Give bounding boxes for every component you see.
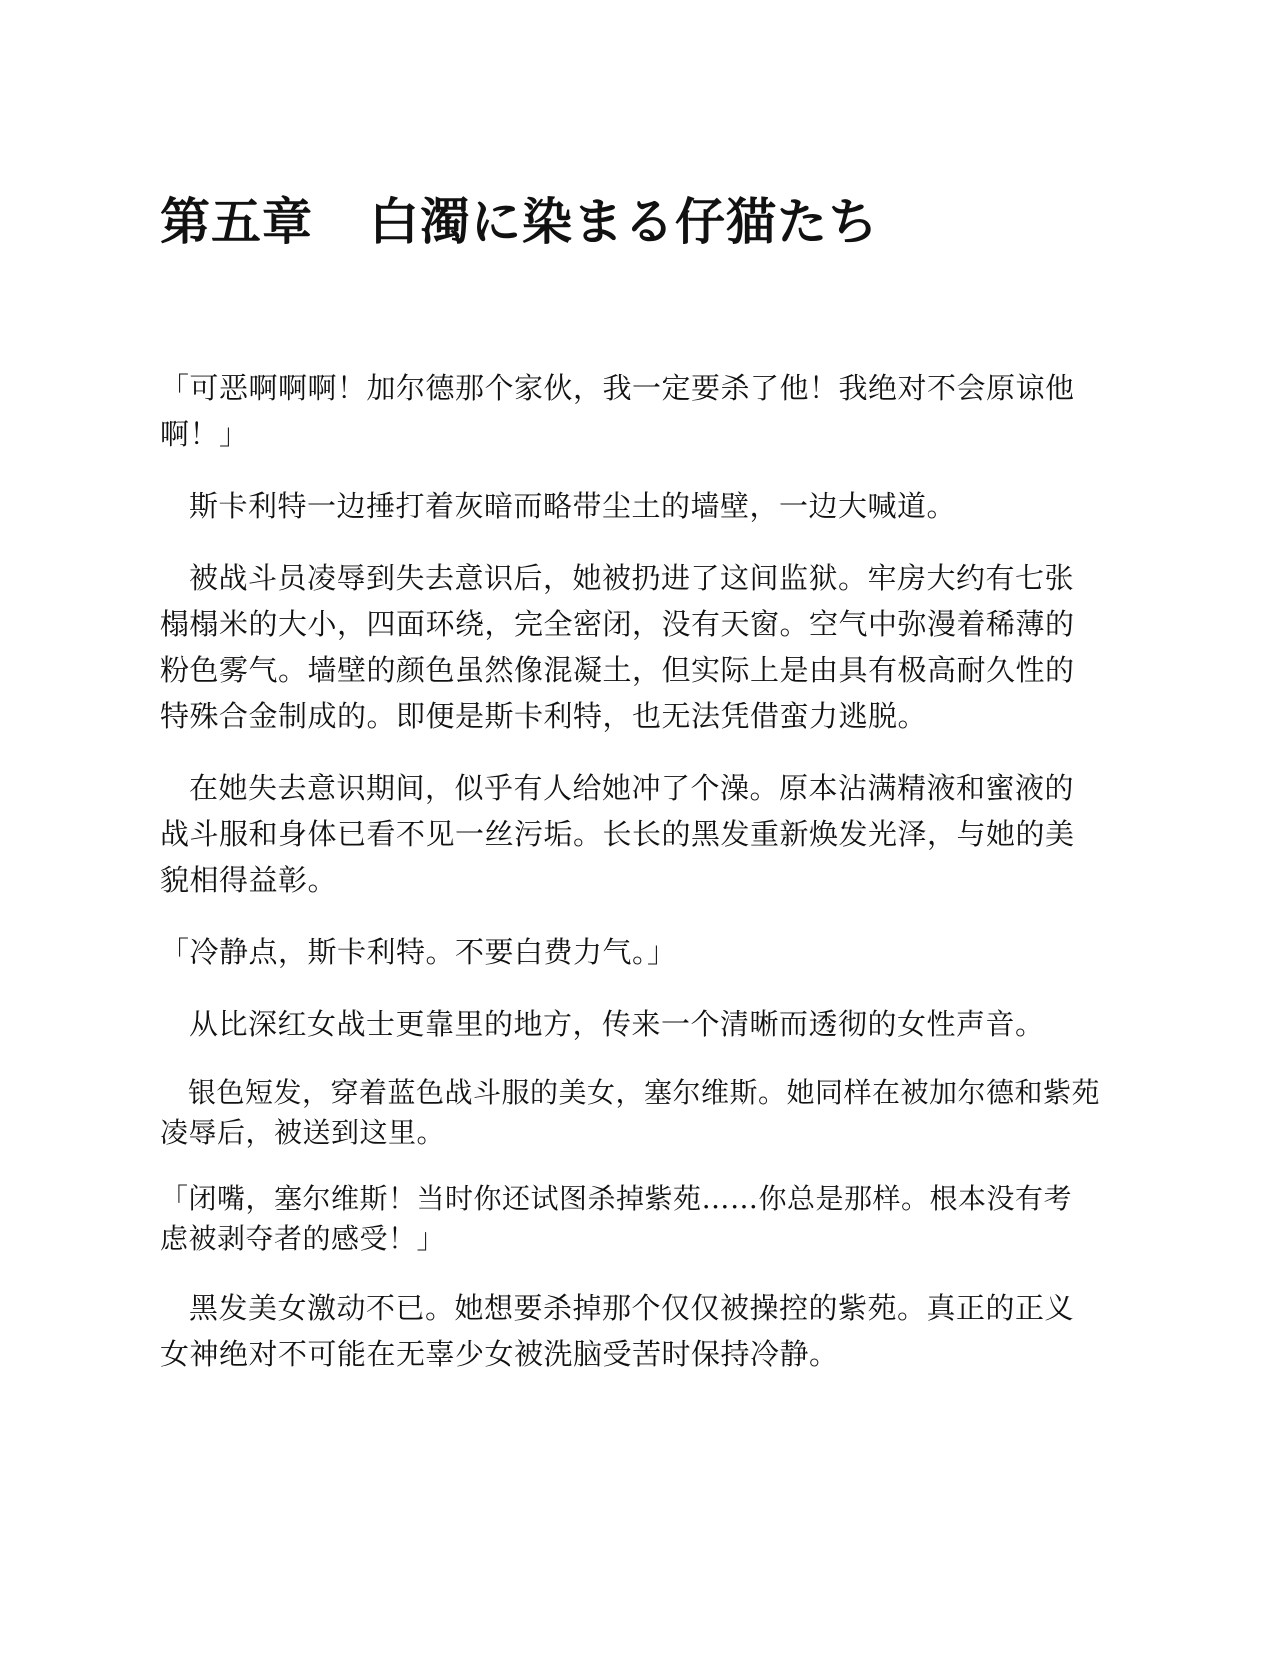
paragraph-3: 被战斗员凌辱到失去意识后，她被扔进了这间监狱。牢房大约有七张榻榻米的大小，四面环绕，完全密闭，没有天窗。空气中弥漫着稀薄的粉色雾气。墙壁的颜色虽然像混凝土，但实际上是由具有极高耐久性的特殊合金制成的。即便是斯卡利特，也无法凭借蛮力逃脱。 [160,561,1075,733]
paragraph-5: 「冷静点，斯卡利特。不要白费力气。」 [160,935,677,969]
paragraph-2: 斯卡利特一边捶打着灰暗而略带尘土的墙壁，一边大喊道。 [189,489,957,523]
chapter-title [160,192,879,252]
paragraph-9: 黑发美女激动不已。她想要杀掉那个仅仅被操控的紫苑。真正的正义女神绝对不可能在无辜少女被洗脑受苦时保持冷静。 [160,1291,1075,1371]
paragraph-4: 在她失去意识期间，似乎有人给她冲了个澡。原本沾满精液和蜜液的战斗服和身体已看不见一丝污垢。长长的黑发重新焕发光泽，与她的美貌相得益彰。 [160,771,1075,897]
paragraph-8: 「闭嘴，塞尔维斯！当时你还试图杀掉紫苑……你总是那样。根本没有考虑被剥夺者的感受！」 [160,1182,1073,1255]
paragraph-1: 「可恶啊啊啊！加尔德那个家伙，我一定要杀了他！我绝对不会原谅他啊！」 [160,371,1075,451]
chapter-number: 第五章 [160,193,313,251]
chapter-name: 白濁に染まる仔猫たち [369,193,879,251]
paragraph-6: 从比深红女战士更靠里的地方，传来一个清晰而透彻的女性声音。 [189,1007,1045,1041]
paragraph-7: 银色短发，穿着蓝色战斗服的美女，塞尔维斯。她同样在被加尔德和紫苑凌辱后，被送到这里。 [160,1076,1101,1149]
chapter-body [160,365,1100,1403]
